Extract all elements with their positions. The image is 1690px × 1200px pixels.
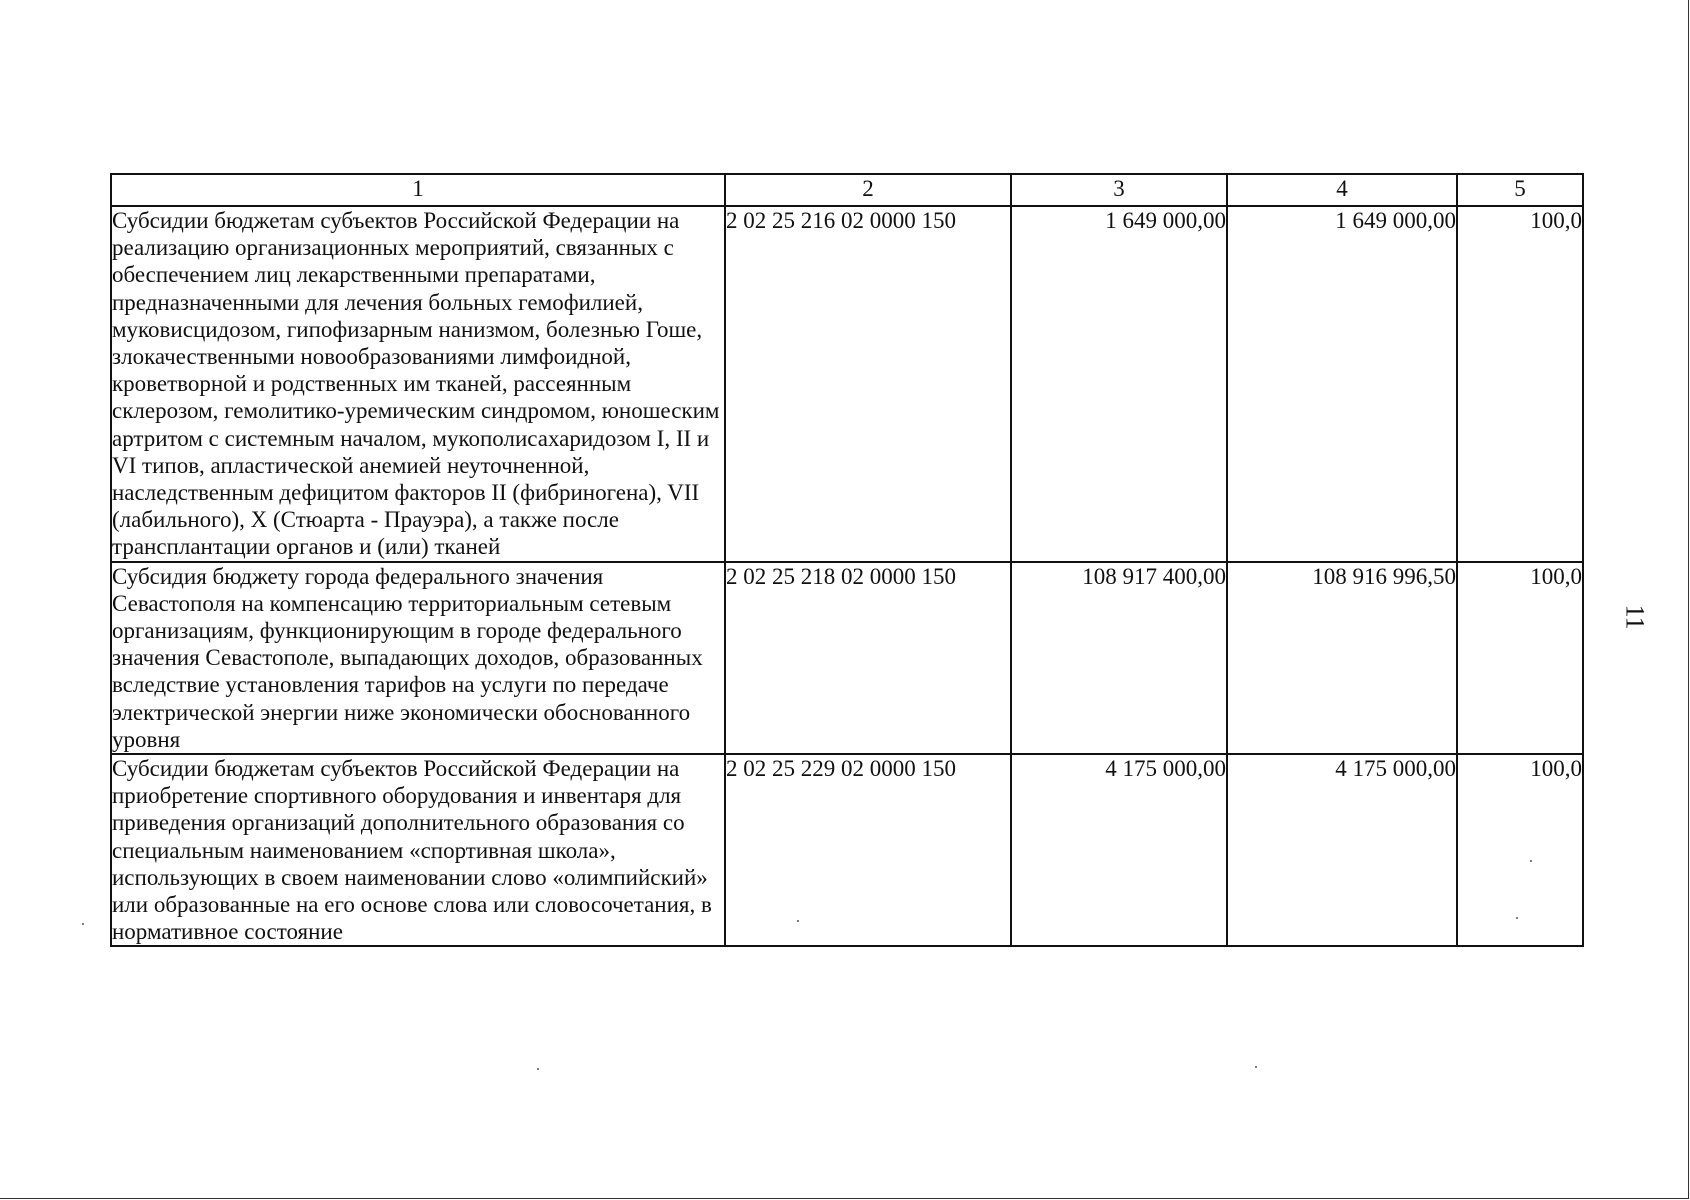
row-name-cell: Субсидии бюджетам субъектов Российской Федерации на реализацию организационных мероприятий, связанных с обеспечением лиц лекарственными препаратами, предназначенными для лечения больных гемофилией, муковисцидозом, гипофизарным нанизмом, болезнью Гоше, злокачественными новообразованиями лимфоидной, кроветворной и родственных им тканей, рассеянным склерозом, гемолитико-уремическим синдромом, юношеским артритом с системным началом, мукополисахаридозом I, II и VI типов, апластической анемией неуточненной, наследственным дефицитом факторов II (фибриногена), VII (лабильного), X (Стюарта - Прауэра), а также после трансплантации органов и (или) тканей — [111, 206, 725, 562]
row-code-cell: 2 02 25 218 02 0000 150 — [725, 562, 1011, 754]
row-col3-cell: 4 175 000,00 — [1011, 754, 1227, 946]
row-col5-cell: 100,0 — [1457, 562, 1583, 754]
header-col-5: 5 — [1457, 174, 1583, 206]
row-col4-cell: 1 649 000,00 — [1227, 206, 1457, 562]
row-code-cell: 2 02 25 229 02 0000 150 — [725, 754, 1011, 946]
header-col-2: 2 — [725, 174, 1011, 206]
scan-speck — [1530, 860, 1532, 862]
table-row — [111, 562, 1583, 754]
page-number: 11 — [1620, 604, 1650, 630]
scan-speck — [797, 920, 799, 922]
row-col3-cell: 1 649 000,00 — [1011, 206, 1227, 562]
scan-speck — [1516, 917, 1518, 919]
header-row — [111, 174, 1583, 206]
row-col4-cell: 108 916 996,50 — [1227, 562, 1457, 754]
header-col-1: 1 — [111, 174, 725, 206]
row-code-cell: 2 02 25 216 02 0000 150 — [725, 206, 1011, 562]
row-col5-cell: 100,0 — [1457, 754, 1583, 946]
scan-speck — [537, 1068, 539, 1070]
table-row — [111, 754, 1583, 946]
scan-speck — [1255, 1066, 1257, 1068]
row-name-cell: Субсидия бюджету города федерального значения Севастополя на компенсацию территориальным сетевым организациям, функционирующим в городе федерального значения Севастополе, выпадающих доходов, образованных вследствие установления тарифов на услуги по передаче электрической энергии ниже экономически обоснованного уровня — [111, 562, 725, 754]
header-col-4: 4 — [1227, 174, 1457, 206]
row-col4-cell: 4 175 000,00 — [1227, 754, 1457, 946]
header-col-3: 3 — [1011, 174, 1227, 206]
row-col5-cell: 100,0 — [1457, 206, 1583, 562]
budget-table — [110, 173, 1584, 947]
row-name-cell: Субсидии бюджетам субъектов Российской Федерации на приобретение спортивного оборудования и инвентаря для приведения организаций дополнительного образования со специальным наименованием «спортивная школа», использующих в своем наименовании слово «олимпийский» или образованные на его основе слова или словосочетания, в нормативное состояние — [111, 754, 725, 946]
scan-speck — [82, 923, 84, 925]
table-row — [111, 206, 1583, 562]
row-col3-cell: 108 917 400,00 — [1011, 562, 1227, 754]
